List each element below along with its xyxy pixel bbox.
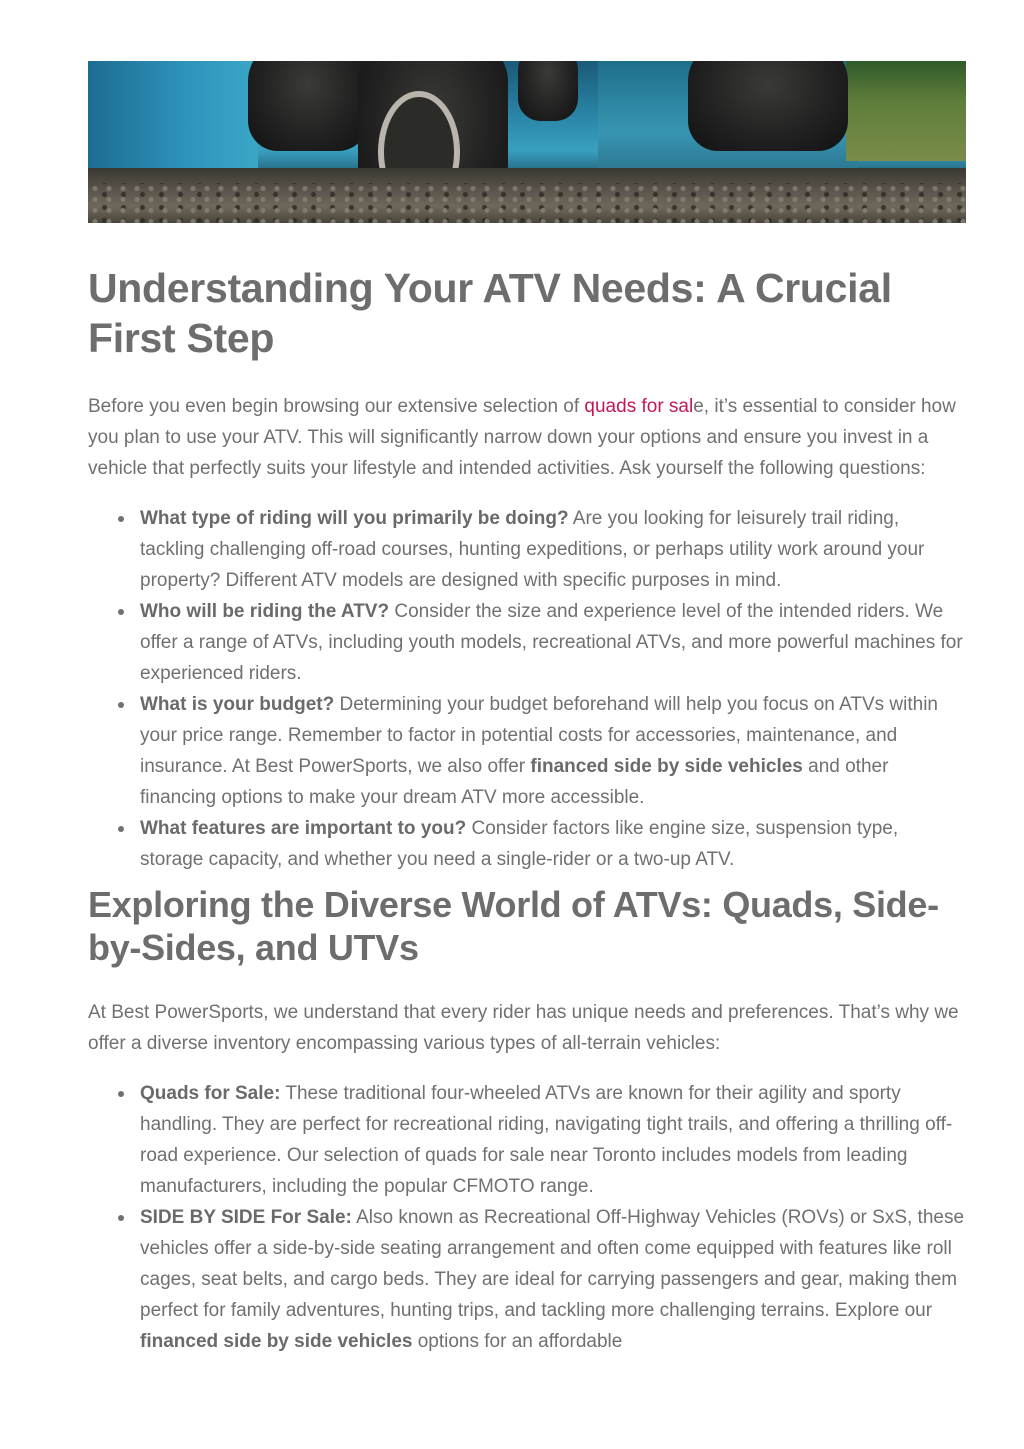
atv-tire xyxy=(518,61,578,121)
item-text: Also known as Recreational Off-Highway Vehicles (ROVs) or SxS, these vehicles offer a side-by-side seating arrangement and often come equipped with features like roll cages, seat belts, and cargo beds. They are ideal for carrying passengers and gear, making them perfect for family adventures, hunting trips, and tackling more challenging terrains. Explore our xyxy=(140,1207,965,1321)
list-item xyxy=(140,1202,966,1357)
atv-tire xyxy=(248,61,368,151)
quads-for-sale-link[interactable]: quads for sal xyxy=(584,396,694,417)
grass-reflection xyxy=(846,61,966,161)
item-text: Are you looking for leisurely trail riding, tackling challenging off-road courses, hunting expeditions, or perhaps utility work around your property? Different ATV models are designed with specific purposes in mind. xyxy=(140,508,925,591)
list-item xyxy=(140,1078,966,1202)
questions-list xyxy=(88,503,966,875)
list-item xyxy=(140,503,966,596)
item-emphasis: financed side by side vehicles xyxy=(140,1331,413,1352)
item-heading: What features are important to you? xyxy=(140,818,467,839)
list-item xyxy=(140,689,966,813)
article xyxy=(88,61,966,1357)
item-heading: What is your budget? xyxy=(140,694,335,715)
vehicle-types-list xyxy=(88,1078,966,1357)
section-intro xyxy=(88,391,966,484)
item-text: These traditional four-wheeled ATVs are known for their agility and sporty handling. They are perfect for recreational riding, navigating tight trails, and offering a thrilling off-road experience. Our selection of quads for sale near Toronto includes models from leading manufacturers, including the popular CFMOTO range. xyxy=(140,1083,953,1197)
item-text: options for an affordable xyxy=(412,1331,623,1352)
item-text: Consider the size and experience level of the intended riders. We offer a range of ATVs, including youth models, recreational ATVs, and more powerful machines for experienced riders. xyxy=(140,601,963,684)
intro-text: e, it’s essential to consider how you plan to use your ATV. This will significantly narrow down your options and ensure you invest in a vehicle that perfectly suits your lifestyle and intended activities. Ask yourself the following questions: xyxy=(88,396,956,479)
list-item xyxy=(140,596,966,689)
item-heading: Who will be riding the ATV? xyxy=(140,601,390,622)
list-item xyxy=(140,813,966,875)
item-heading: SIDE BY SIDE For Sale: xyxy=(140,1207,352,1228)
item-heading: What type of riding will you primarily be doing? xyxy=(140,508,569,529)
item-emphasis: financed side by side vehicles xyxy=(530,756,803,777)
section-heading: Understanding Your ATV Needs: A Crucial First Step xyxy=(88,265,892,361)
section-intro: At Best PowerSports, we understand that every rider has unique needs and preferences. That’s why we offer a diverse inventory encompassing various types of all-terrain vehicles: xyxy=(88,1002,959,1054)
intro-text: Before you even begin browsing our extensive selection of xyxy=(88,396,585,417)
item-text: Consider factors like engine size, suspension type, storage capacity, and whether you need a single-rider or a two-up ATV. xyxy=(140,818,899,870)
item-heading: Quads for Sale: xyxy=(140,1083,281,1104)
section-heading: Exploring the Diverse World of ATVs: Quads, Side-by-Sides, and UTVs xyxy=(88,884,939,968)
item-text: Determining your budget beforehand will help you focus on ATVs within your price range. Remember to factor in potential costs for accessories, maintenance, and insurance. At Best PowerSports, we also offer xyxy=(140,694,938,777)
item-text: and other financing options to make your dream ATV more accessible. xyxy=(140,756,889,808)
hero-image xyxy=(88,61,966,223)
atv-tire xyxy=(688,61,848,151)
mud-texture xyxy=(88,183,966,223)
